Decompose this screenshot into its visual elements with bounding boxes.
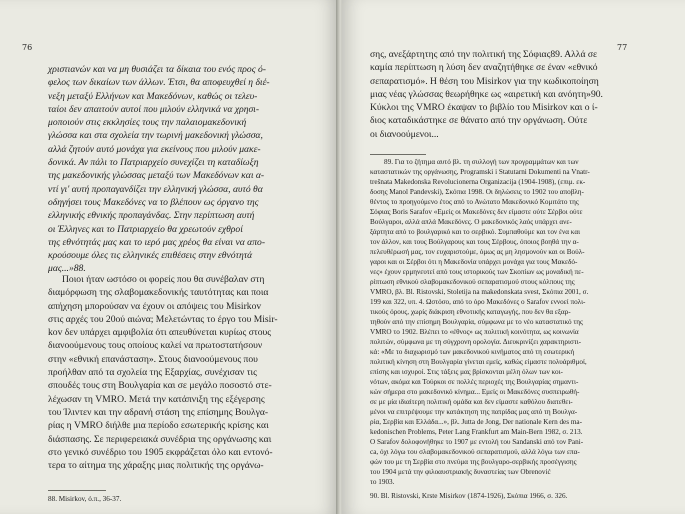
text-line: διανοούμενους τους οποίους καλεί να πρωτοστατήσουν [48, 340, 263, 352]
footnote-line: πολιτών, σύμφωνα με τη σύγχρονη ορολογία. Διευκρινίζει χαρακτηριστι- [370, 338, 582, 346]
quote-line: αλλά ζητούν αυτό μονάχα για εκείνους που μιλούν μακε- [48, 143, 261, 155]
footnote-line: νες» έχουν ερμηνευτεί από τους ιστορικούς των Σκοπίων ως μοναδική πε- [370, 268, 584, 276]
footnote-line: νότων, ακόμα και Τούρκοι σε πολλές περιοχές της Βουλγαρίας σημαντι- [370, 378, 579, 386]
footnote-line: kedonischen Problems, Peter Lang Frankfurt am Main-Bern 1982, σ. 213. [370, 428, 583, 436]
text-line: καμία περίπτωση η λύση δεν αναζητήθηκε σε έναν «εθνικό [370, 62, 598, 74]
quote-line: γλώσσα και στα σχολεία την τωρινή μακεδονική γλώσσα, [48, 130, 263, 142]
text-line: προήλθαν από τα σχολεία της Εξαρχίας, συνέχισαν τις [48, 367, 257, 379]
quote-line: ελληνικής εθνικής προπαγάνδας. Στην περίπτωση αυτή [48, 210, 255, 222]
text-line: σεπαρατισμό». Η θέση του Misirkov για την κωδικοποίηση [370, 75, 599, 87]
footnote-line: Βούλγαροι, αλλά απλά Μακεδόνες. Ο μακεδονικός λαός υπάρχει ανε- [370, 218, 572, 226]
footnote-line: γαροι και οι Σέρβοι ότι η Μακεδονία υπάρχει μονάχα για τους Μακεδό- [370, 258, 578, 266]
quote-line: οδηγήσει τους Μακεδόνες να το βλέπουν ως όργανο της [48, 196, 259, 208]
quote-line: νεξη μεταξύ Ελλήνων και Μακεδόνων, καθώς οι τελευ- [48, 90, 258, 102]
footnote-88: 88. Misirkov, ό.π., 36-37. [48, 495, 122, 503]
footnote-line: ρίπτωση εθνικού σλαβομακεδονικού σεπαρατισμού στους κόλπους της [370, 278, 575, 286]
footnote-line: ξάρτητα από το βουλγαρικό και το σερβικό. Συμπαθούμε και τον ένα και [370, 228, 581, 236]
text-line: διαμόρφωση της σλαβομακεδονικής ταυτότητας και ποια [48, 287, 269, 299]
text-line: μιας νέας γλώσσας θεωρήθηκε ως «αιρετική και ανόητη»90. [370, 88, 603, 100]
text-line: διάσπασης. Σε περιφερειακά συνέδρια της οργάνωσης και [48, 433, 272, 445]
footnote-89 [370, 157, 635, 487]
footnote-line: VMRO το 1902. Βλέπει το «έθνος» ως πολιτική κοινότητα, ως κοινωνία [370, 328, 579, 336]
footnote-line: Σόφιας Boris Sarafov «Εμείς οι Μακεδόνες δεν είμαστε ούτε Σέρβοι ούτε [370, 208, 583, 216]
text-line: σπουδές τους στη Βουλγαρία και σε μεγάλο ποσοστό στε- [48, 380, 272, 392]
text-line: οι διανοούμενοι... [370, 128, 439, 140]
right-page [342, 0, 685, 514]
quote-line: δονικά. Αν πάλι το Πατριαρχείο συνεχίζει τη καταδίωξη [48, 157, 259, 169]
footnote-line: τον άλλον, και τους Βούλγαρους και τους Σέρβους, όποιος βοηθά την α- [370, 238, 579, 246]
quote-line: της μακεδονικής γλώσσας μεταξύ των Μακεδόνων και α- [48, 170, 265, 182]
text-line: στην «εθνική επανάσταση». Στους διανοούμενους που [48, 353, 258, 365]
quote-line: μοποιούν στις εκκλησίες τους την παλαιομακεδονική [48, 117, 247, 129]
quote-line: φελος των δικαίων των άλλων. Έτσι, θα αποφευχθεί η διέ- [48, 77, 270, 89]
footnote-line: πελευθέρωσή μας, τον ευχαριστούμε, όμως ας μη λησμονούν και οι Βούλ- [370, 248, 585, 256]
left-page [0, 0, 338, 514]
quote-line: ταίοι δεν απαιτούν αυτοί που μιλούν ελληνικά να χρησι- [48, 103, 260, 115]
footnote-line: του 1904 μετά την φιλοαυστριακής δυναστείας των Obrenović [370, 468, 551, 476]
block-quote [48, 63, 310, 276]
text-line: σης, ανεξάρτητης από την πολιτική της Σόφιας89. Αλλά σε [370, 49, 598, 60]
footnote-line: 199 και 322, υπ. 4. Ωστόσο, από το όρο Μακεδόνες ο Sarafov εννοεί πολι- [370, 298, 586, 306]
footnote-line: Ο Sarafov δολοφονήθηκε το 1907 με εντολή του Sandanski από τον Pani- [370, 438, 584, 446]
text-line: ρίας η VMRO διήλθε μια περίοδο εσωτερικής κρίσης και [48, 420, 269, 432]
text-line: kov δεν υπάρχει αμφιβολία ότι απευθύνεται κυρίως στους [48, 327, 272, 339]
footnote-rule [48, 490, 106, 491]
footnote-line: θέντος το προηγούμενο έτος από το Ανώτατο Μακεδονικό Κομιτάτο της [370, 198, 579, 206]
footnote-line: ca, όχι λόγω του σλαβομακεδονικού σεπαρατισμού, αλλά λόγω των επα- [370, 448, 580, 456]
footnote-line: VMRO, βλ. Bl. Ristovski, Stoletija na makedonskata svest, Σκόπια 2001, σ. [370, 288, 589, 296]
quote-line: της εθνότητάς μας και το ιερό μας χρέος θα είναι να απο- [48, 236, 266, 248]
footnote-line: ρία, Σερβία και Ελλάδα...», βλ. Jutta de Jong, Der nationale Kern des ma- [370, 418, 583, 426]
footnote-line: φών του με τη Σερβία στο πνεύμα της βουλγαρο-σερβικής προσέγγισης [370, 458, 577, 466]
footnote-90: 90. Bl. Ristovski, Krste Misirkov (1874-1926), Σκόπια 1966, σ. 326. [370, 492, 568, 500]
body-paragraph [370, 48, 632, 141]
text-line: λέχωσαν τη VMRO. Μετά την κατάπνιξη της εξέγερσης [48, 393, 265, 405]
quote-line: κρούσουμε όλες τις ελληνικές επιθέσεις στην εθνότητά [48, 250, 253, 262]
text-line: στο γενικό συνέδριο του 1905 εκφράζεται όλο και εντονό- [48, 446, 273, 458]
footnote-line: trešnata Makedonska Revolucionerna Organizacija (1904-1908), (επιμ. εκ- [370, 178, 586, 186]
footnote-line: πολιτική κίνηση στη Βουλγαρία γίνεται εμείς, καθώς είμαστε πολυάριθμοί, [370, 358, 587, 366]
text-line: απήχηση μπορούσαν να έχουν οι απόψεις του Misirkov [48, 300, 262, 312]
footnote-line: 89. Για το ζήτημα αυτό βλ. τη συλλογή των προγραμμάτων και των [384, 158, 579, 166]
footnote-line: τικούς όρους, χωρίς διάκριση εθνοτικής καταγωγής, που δεν θα εξαρ- [370, 308, 571, 316]
text-line: του Ίλιντεν και την αδρανή στάση της επίσημης Βουλγα- [48, 406, 269, 418]
quote-line: χριστιανών και να μη θυσιάζει τα δίκαια του ενός προς ό- [48, 64, 266, 75]
body-paragraph [48, 273, 310, 472]
footnote-line: τηθούν από την επίσημη Βουλγαρία, σύμφωνα με το νέο καταστατικό της [370, 318, 583, 326]
page-number: 76 [22, 43, 33, 52]
footnote-line: το 1903. [370, 478, 395, 486]
quote-line: ντί γι' αυτή προπαγανδίζει την ελληνική γλώσσα, αυτό θα [48, 183, 263, 195]
text-line: διος καταδικάστηκε σε θάνατο από την οργάνωση. Ούτε [370, 115, 588, 127]
footnote-line: σε με μία ιδιαίτερη πολιτική ομάδα και δεν είμαστε καθόλου διατεθει- [370, 398, 573, 406]
text-line: τερα το αίτημα της χάραξης μιας πολιτικής της οργάνω- [48, 460, 264, 472]
footnote-line: επίσης και ισχυροί. Στις τάξεις μας βρίσκονται μέλη όλων των κοι- [370, 368, 563, 376]
footnote-line: κά: «Με το διαχωρισμό των μακεδονικού κινήματος από τη εσωτερική [370, 348, 575, 356]
footnote-rule [370, 154, 426, 155]
text-line: Κύκλοι της VMRO έκαψαν το βιβλίο του Misirkov και ο ί- [370, 102, 598, 114]
footnote-line: καταστατικών της οργάνωσης, Programski i Statutarni Dokumenti na Vnatr- [370, 168, 590, 176]
quote-line: οι Έλληνες και το Πατριαρχείο θα χρεωτούν εχθροί [48, 223, 243, 235]
page-number: 77 [617, 43, 628, 52]
footnote-line: μένοι να επιτρέψουμε την κατάκτηση της πατρίδας μας από τη Βουλγα- [370, 408, 578, 416]
quote-line: μας...»88. [48, 263, 86, 275]
footnote-line: κών σήμερα στο μακεδονικό κίνημα... Εμείς οι Μακεδόνες συσπειρωθή- [370, 388, 580, 396]
text-line: Ποιοι ήταν ωστόσο οι φορείς που θα συνέβαλαν στη [62, 274, 265, 285]
footnote-line: δοσης Manol Pandevski), Σκόπια 1998. Οι δηλώσεις το 1902 του αποβλη- [370, 188, 584, 196]
text-line: στις αρχές του 20ού αιώνα; Μελετώντας το έργο του Misir- [48, 313, 278, 325]
